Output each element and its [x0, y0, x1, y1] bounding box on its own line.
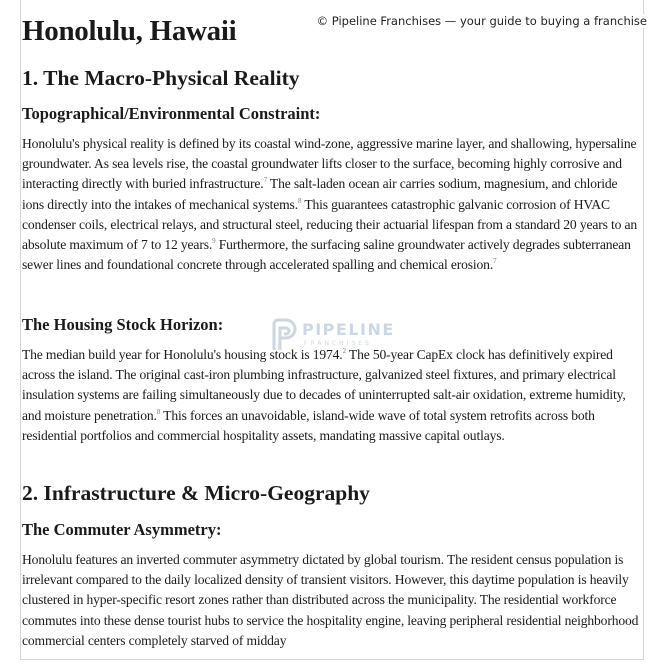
page-title: Honolulu, Hawaii	[22, 15, 237, 47]
section-heading-infrastructure: 2. Infrastructure & Micro-Geography	[22, 481, 370, 505]
footnote-ref: 7	[493, 257, 497, 266]
footnote-ref: 7	[263, 176, 267, 185]
pipeline-logo-icon	[270, 318, 298, 352]
footnote-ref: 8	[156, 407, 161, 416]
paragraph-commuter-asymmetry: Honolulu features an inverted commuter asymmetry dictated by global tourism. The resident census population is irrelevant compared to the daily localized density of transient visitors. However, this daytime population is heavily clustered in hyper-specific resort zones rather than distributed across the municipality. The residential workforce commutes into these dense tourist hubs to service the hospitality engine, leaving peripheral residential neighborhood commercial centers completely starved of midday	[22, 552, 639, 648]
watermark-sub: FRANCHISES	[304, 340, 372, 347]
subheading-commuter-asymmetry: The Commuter Asymmetry:	[22, 520, 222, 539]
footnote-ref: 2	[342, 347, 346, 355]
paragraph-housing-stock: The median build year for Honolulu's housing stock is 1974.$^2$ The 50-year CapEx clock has definitively expired across the island. The original cast-iron plumbing infrastructure, galvanized steel fixtures, and primary electrical insulation systems are failing simultaneously due to decades of uninterrupted salt-air oxidation, extreme humidity, and moisture penetration.$^8$ This forces an unavoidable, island-wide wave of total system retrofits across both residential portfolios and commercial hospitality assets, mandating massive capital outlays.	[22, 347, 626, 443]
subheading-housing-stock: The Housing Stock Horizon:	[22, 315, 224, 334]
pipeline-watermark	[270, 318, 400, 354]
section-heading-macro-physical: 1. The Macro-Physical Reality	[22, 66, 300, 90]
footnote-ref: 8	[297, 196, 302, 205]
subheading-environmental-constraint: Topographical/Environmental Constraint:	[22, 104, 321, 123]
footnote-ref: 9	[212, 237, 216, 246]
paragraph-environmental-constraint: Honolulu's physical reality is defined by its coastal wind-zone, aggressive marine layer, and shallowing, hypersaline groundwater. As sea levels rise, the coastal groundwater lifts closer to the surface, becoming highly corrosive and interacting directly with buried infrastructure.$^7$ The salt-laden ocean air carries sodium, magnesium, and chloride ions directly into the intakes of mechanical systems.$^8$ This guarantees catastrophic galvanic corrosion of HVAC condenser coils, electrical relays, and structural steel, reducing their actuarial lifespan from a standard 20 years to an absolute maximum of 7 to 12 years.$^9$ Furthermore, the surfacing saline groundwater actively degrades subterranean sewer lines and foundational concrete through accelerated spalling and chemical erosion.$^7$	[22, 136, 638, 273]
watermark-main: PIPELINE	[302, 320, 395, 339]
copyright-notice: © Pipeline Franchises — your guide to buying a franchise	[313, 14, 647, 28]
